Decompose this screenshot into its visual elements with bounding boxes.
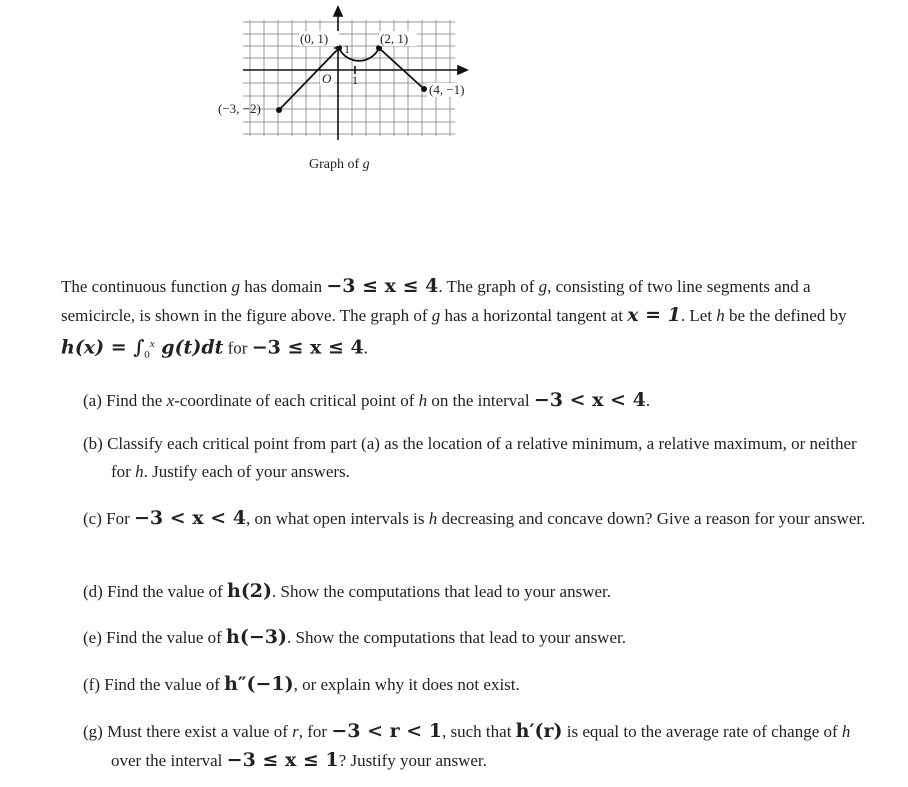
grid: [243, 20, 455, 136]
graph-of-g: [205, 0, 485, 185]
label-point-4-neg1: (4, −1): [429, 82, 465, 97]
label-x-tick: 1: [352, 73, 358, 87]
label-origin: O: [322, 71, 332, 86]
part-a: (a) Find the x-coordinate of each critical point of h on the interval −3 < x < 4.: [83, 389, 651, 411]
part-f: (f) Find the value of h″(−1), or explain why it does not exist.: [83, 673, 520, 695]
part-g: (g) Must there exist a value of r, for −3 < r < 1, such that h′(r) is equal to the average rate of change of h over the interval −3 ≤ x ≤ 1? Justify your answer.: [83, 720, 851, 771]
part-b: (b) Classify each critical point from part (a) as the location of a relative minimum, a relative maximum, or neither for h. Justify each of your answers.: [83, 434, 857, 481]
label-point-neg3-neg2: (−3, −2): [218, 101, 261, 116]
part-d: (d) Find the value of h(2). Show the computations that lead to your answer.: [83, 580, 612, 602]
part-e: (e) Find the value of h(−3). Show the computations that lead to your answer.: [83, 626, 626, 648]
problem-intro: The continuous function g has domain −3 ≤ x ≤ 4. The graph of g, consisting of two line segments and a semicircle, is shown in the figure above. The graph of g has a horizontal tangent at x = 1. Let h be the defined by $h(x) = \int_0^x$ g(t)dt for −3 ≤ x ≤ 4.: [61, 275, 847, 362]
label-point-2-1: (2, 1): [380, 31, 409, 46]
label-y-tick: 1: [344, 42, 350, 56]
label-point-0-1: (0, 1): [300, 31, 329, 46]
part-c: (c) For −3 < x < 4, on what open intervals is h decreasing and concave down? Give a reason for your answer.: [83, 507, 866, 529]
figure-caption: Graph of g: [309, 157, 370, 172]
